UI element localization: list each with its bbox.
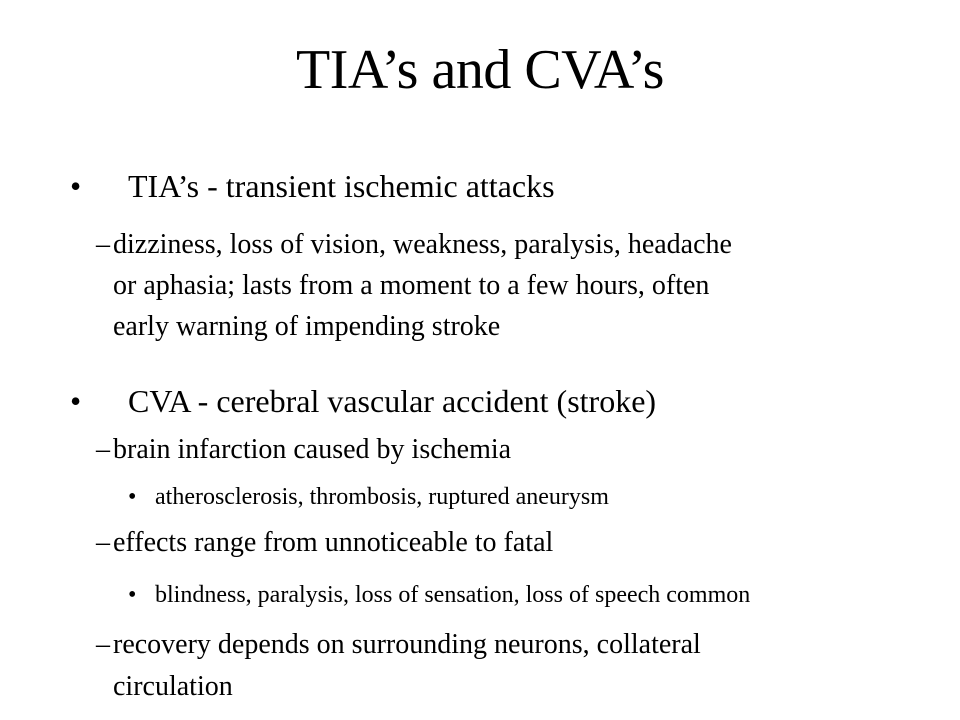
bullet-icon: • bbox=[128, 582, 137, 608]
sub-bullet-line: early warning of impending stroke bbox=[113, 311, 501, 342]
dash-icon: – bbox=[96, 527, 110, 558]
sub-sub-bullet-text: blindness, paralysis, loss of sensation, loss of speech common bbox=[155, 582, 751, 608]
dash-icon: – bbox=[96, 629, 110, 660]
sub-bullet-line: or aphasia; lasts from a moment to a few hours, often bbox=[113, 270, 710, 301]
sub-bullet-line: dizziness, loss of vision, weakness, paralysis, headache bbox=[113, 229, 732, 260]
dash-icon: – bbox=[96, 434, 110, 465]
dash-icon: – bbox=[96, 229, 110, 260]
bullet-icon: • bbox=[128, 484, 137, 510]
bullet-text: TIA’s - transient ischemic attacks bbox=[128, 168, 555, 204]
sub-sub-bullet-text: atherosclerosis, thrombosis, ruptured aneurysm bbox=[155, 484, 609, 510]
slide-title: TIA’s and CVA’s bbox=[296, 39, 664, 101]
sub-bullet-line: brain infarction caused by ischemia bbox=[113, 434, 512, 465]
sub-bullet-line: effects range from unnoticeable to fatal bbox=[113, 527, 554, 558]
bullet-text: CVA - cerebral vascular accident (stroke) bbox=[128, 383, 657, 419]
bullet-icon: • bbox=[70, 168, 82, 204]
bullet-icon: • bbox=[70, 383, 82, 419]
sub-bullet-line: recovery depends on surrounding neurons, collateral bbox=[113, 629, 701, 660]
sub-bullet-line: circulation bbox=[113, 671, 233, 702]
